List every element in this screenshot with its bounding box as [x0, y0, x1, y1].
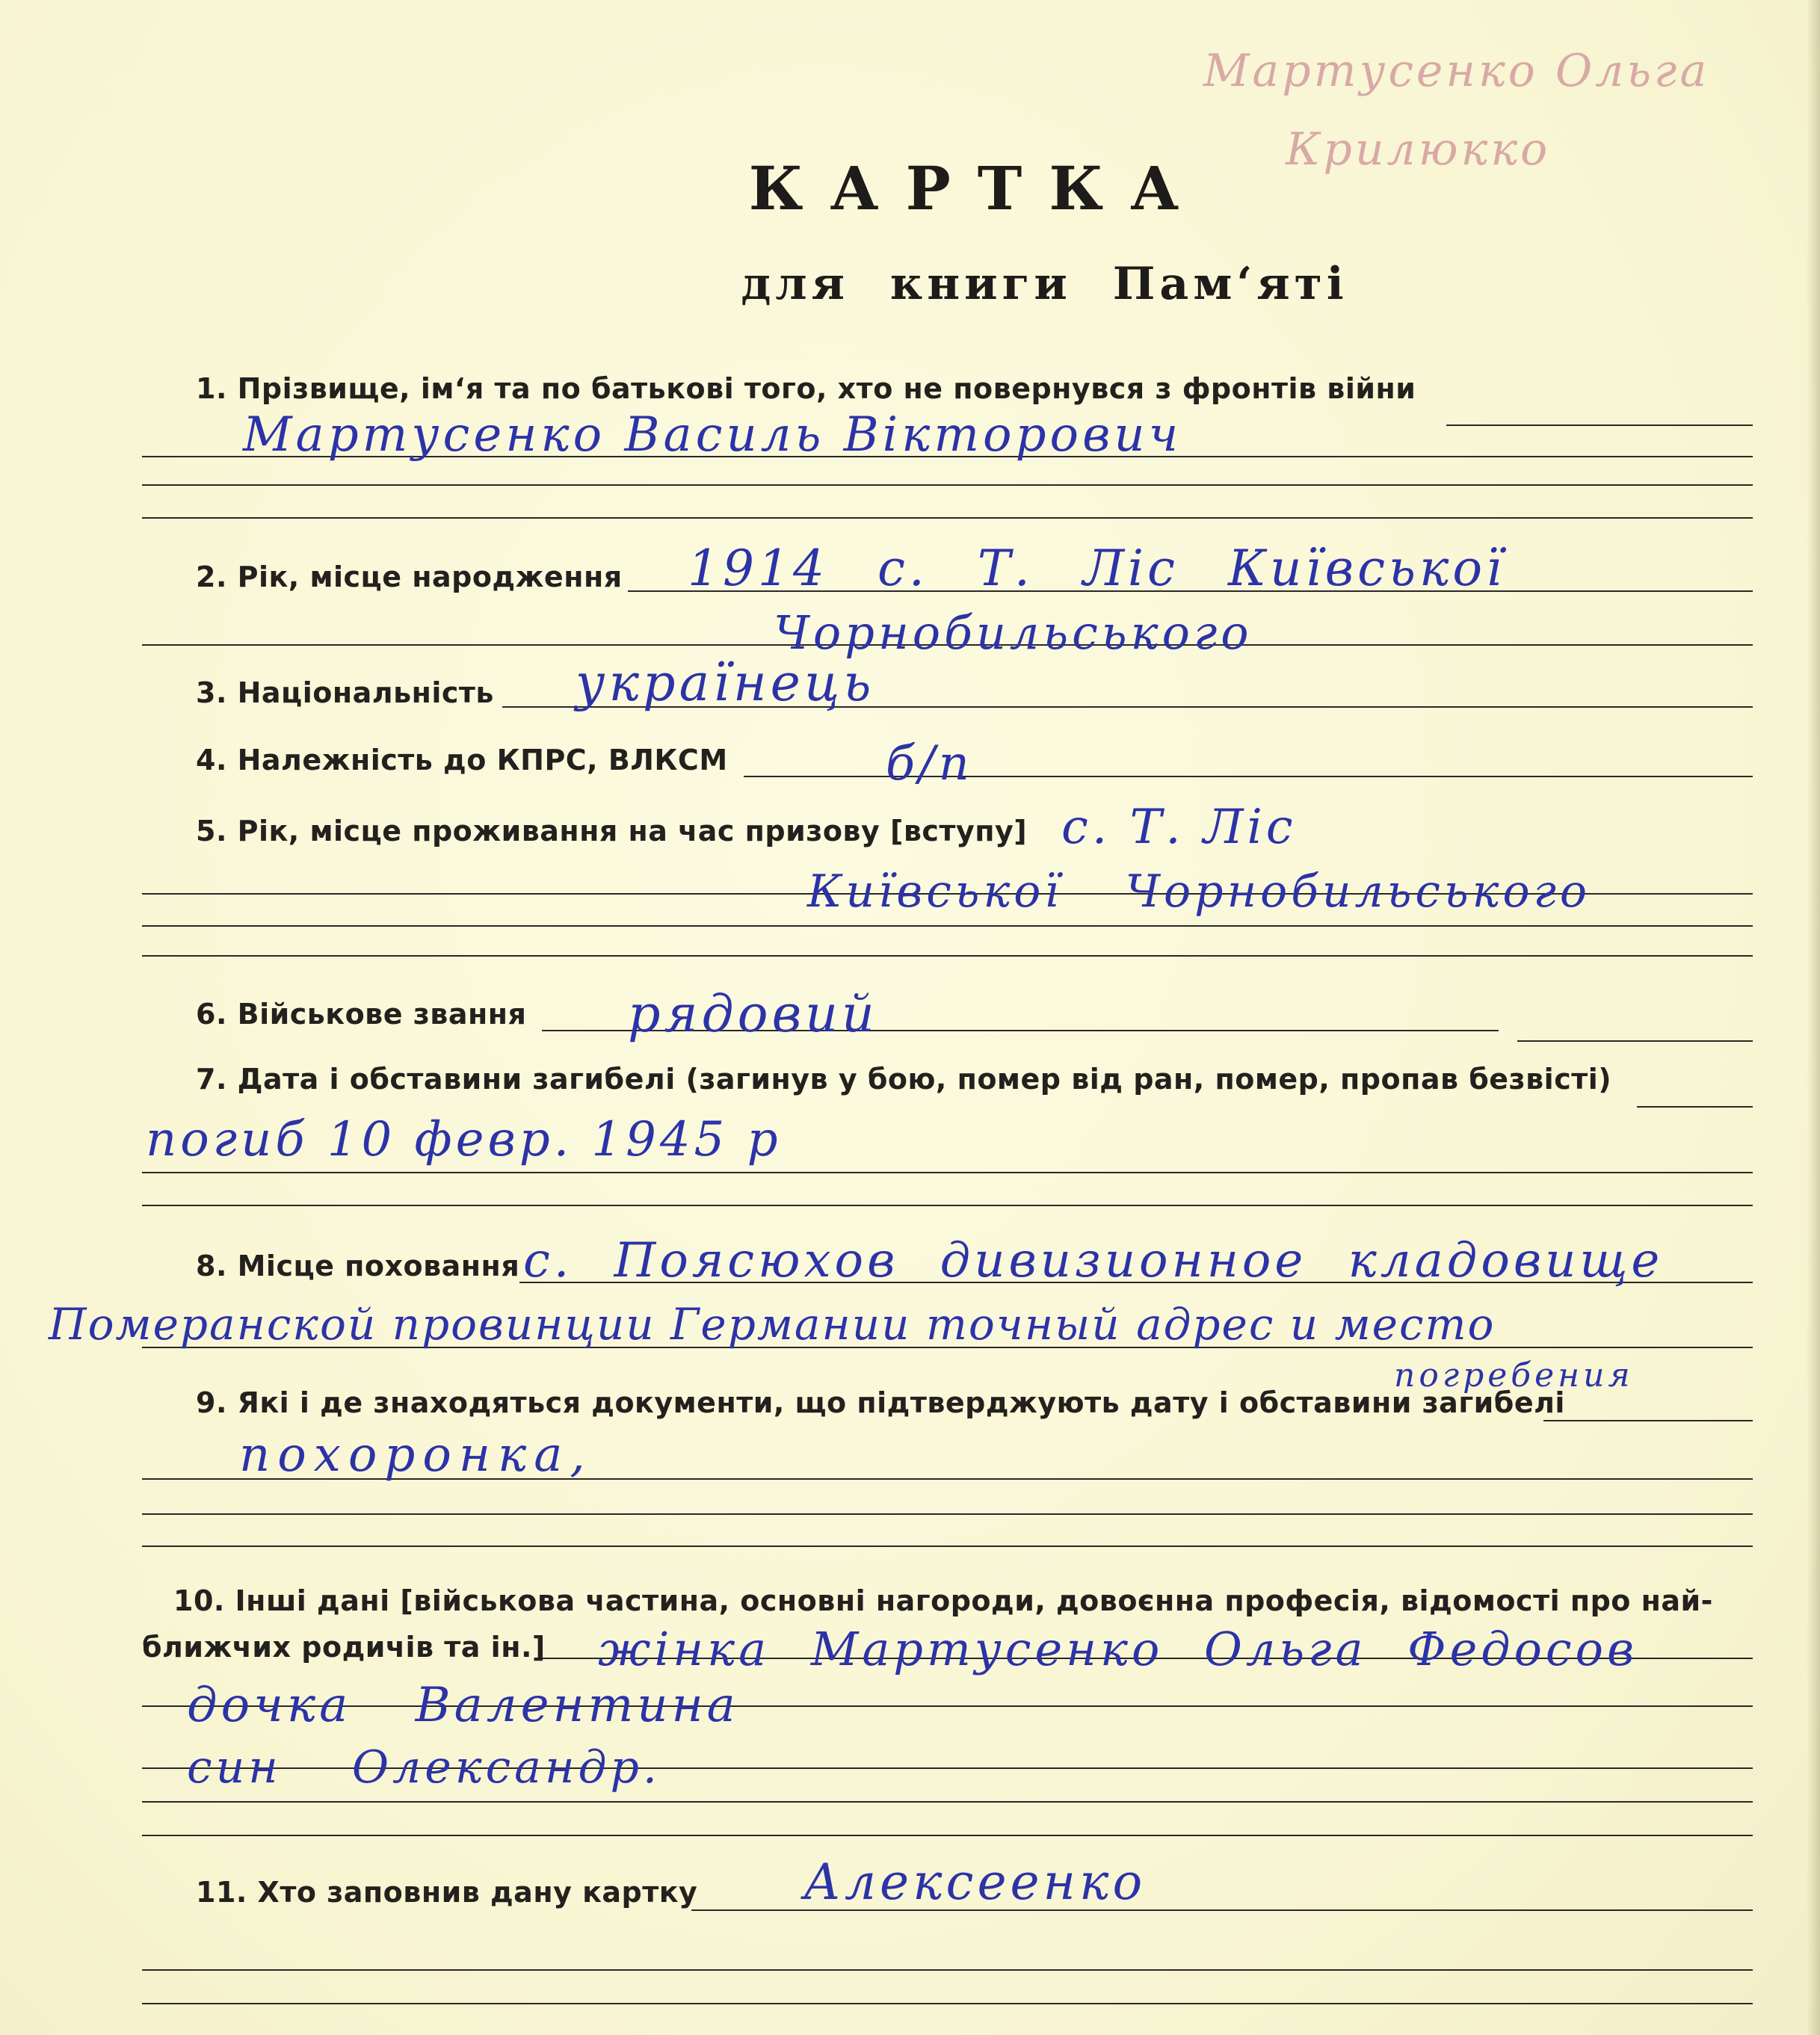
field-11-line-b	[142, 1969, 1753, 1971]
field-5-label: 5. Рік, місце проживання на час призову [вступу]	[196, 815, 1028, 847]
field-1-label: 1. Прізвище, ім‘я та по батькові того, хто не повернувся з фронтів війни	[196, 372, 1416, 405]
field-1-value: Мартусенко Василь Вікторович	[243, 407, 1182, 463]
field-5-line-b	[142, 925, 1753, 927]
pencil-note-line1: Мартусенко Ольга	[1203, 45, 1710, 97]
field-10-value-line3: син Олександр.	[187, 1741, 661, 1794]
field-6-line-b	[1517, 1040, 1753, 1042]
field-5-value-line2: Київської Чорнобильського	[807, 865, 1591, 918]
field-1-line-a	[1446, 424, 1753, 426]
field-1-line-c	[142, 484, 1753, 486]
field-7-line-c	[142, 1205, 1753, 1206]
field-10-label-line2: ближчих родичів та ін.]	[142, 1631, 546, 1664]
field-9-line-c	[142, 1513, 1753, 1515]
field-10-label: 10. Інші дані [військова частина, основні нагороди, довоєнна професія, відомості про най-	[173, 1584, 1713, 1617]
field-4-label: 4. Належність до КПРС, ВЛКСМ	[196, 744, 728, 776]
field-11-value: Алексеенко	[803, 1853, 1147, 1911]
field-6-value: рядовий	[628, 985, 878, 1044]
field-9-line-d	[142, 1545, 1753, 1547]
field-9-value: похоронка,	[239, 1427, 593, 1483]
field-10-line-e	[142, 1835, 1753, 1836]
field-11-label: 11. Хто заповнив дану картку	[196, 1876, 698, 1909]
pencil-note-line2: Крилюкко	[1286, 123, 1551, 176]
card-title: КАРТКА	[748, 153, 1206, 223]
field-10-line-d	[142, 1801, 1753, 1803]
field-10-value: жінка Мартусенко Ольга Федосов	[598, 1622, 1638, 1676]
field-6-label: 6. Військове звання	[196, 998, 527, 1031]
field-3-value: українець	[576, 654, 875, 713]
field-8-value: с. Поясюхов дивизионное кладовище	[523, 1233, 1664, 1288]
field-2-value: 1914 с. Т. Ліс Київської	[688, 540, 1506, 597]
field-7-line-b	[142, 1172, 1753, 1173]
field-8-label: 8. Місце поховання	[196, 1250, 520, 1282]
field-2-label: 2. Рік, місце народження	[196, 561, 623, 593]
field-8-value-line3: погребения	[1394, 1356, 1634, 1395]
field-9-label: 9. Які і де знаходяться документи, що підтверджують дату і обставини загибелі	[196, 1386, 1565, 1419]
field-3-label: 3. Національність	[196, 676, 494, 709]
field-10-value-line2: дочка Валентина	[187, 1678, 739, 1733]
field-5-line-c	[142, 955, 1753, 957]
card-subtitle: для книги Пам‘яті	[741, 258, 1348, 310]
field-2-value-line2: Чорнобильського	[774, 605, 1253, 660]
field-7-value: погиб 10 февр. 1945 р	[146, 1112, 782, 1167]
field-7-label: 7. Дата і обставини загибелі (загинув у бою, помер від ран, помер, пропав безвісті)	[196, 1063, 1612, 1096]
field-5-value: с. Т. Ліс	[1061, 800, 1297, 855]
field-11-line-c	[142, 2003, 1753, 2004]
field-8-value-line2: Померанской провинции Германии точный адрес и место	[49, 1299, 1496, 1350]
field-9-line-a	[1543, 1420, 1753, 1421]
field-4-value: б/п	[886, 736, 973, 791]
field-7-line-a	[1637, 1106, 1753, 1108]
field-1-line-d	[142, 517, 1753, 519]
